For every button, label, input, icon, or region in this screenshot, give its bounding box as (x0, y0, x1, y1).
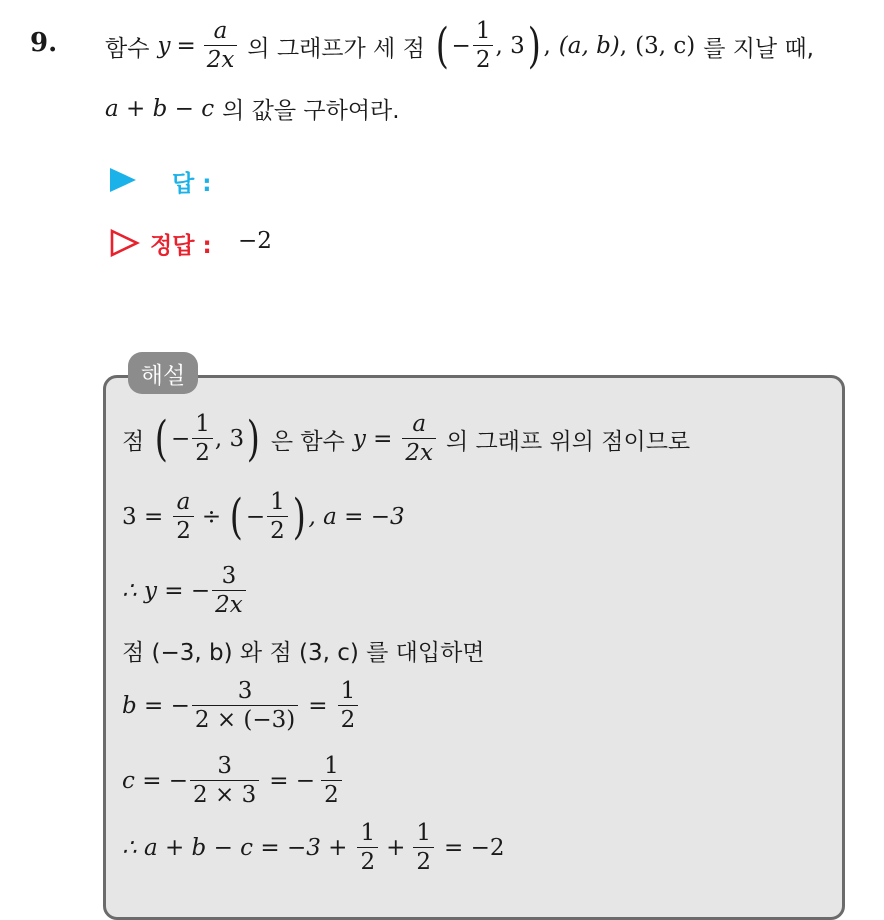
outline-arrow-icon (110, 229, 140, 257)
solution-line-3 (122, 565, 248, 617)
point-tail: , 3 (214, 426, 245, 452)
question-text-end: 를 지날 때, (703, 35, 814, 62)
point2: (a, b) (558, 33, 620, 59)
right-paren-icon: ) (246, 411, 261, 467)
fraction-numerator: 1 (324, 753, 339, 779)
question-line-1 (105, 20, 814, 72)
fraction-denominator: 2 (321, 780, 342, 807)
fraction-numerator: 1 (416, 820, 431, 846)
divide-operator: ÷ (201, 504, 222, 530)
fraction-numerator: 3 (237, 678, 253, 704)
solution-tag: 해설 (128, 352, 198, 394)
fraction-denominator: 2 (413, 847, 434, 874)
fraction-denominator: 2 (473, 45, 494, 72)
fraction-denominator: 2 (357, 847, 378, 874)
equation-lhs: c = − (122, 768, 189, 794)
fraction-denominator: 2 (267, 516, 288, 543)
question-var-y: y (157, 33, 171, 59)
point1-tail: , 3 (495, 33, 525, 59)
answer-label: 답 : (172, 171, 212, 197)
right-paren-icon: ) (527, 18, 541, 74)
point1-sign: − (451, 33, 471, 59)
question-word-function: 함수 (105, 35, 150, 62)
fraction (321, 755, 342, 807)
solution-line-4 (122, 634, 485, 667)
equation-result: = −2 (444, 835, 505, 861)
fraction-denominator: 2 (192, 438, 213, 465)
correct-answer-value: −2 (238, 228, 272, 254)
right-paren-icon: ) (292, 489, 306, 545)
left-paren-icon: ( (435, 18, 449, 74)
function-lhs: y = (352, 426, 393, 452)
fraction-numerator: 1 (270, 489, 285, 515)
fraction-numerator: 1 (475, 18, 491, 44)
fraction-denominator: 2 × 3 (190, 780, 259, 807)
equation-lhs: 3 = (122, 504, 164, 530)
left-paren-icon: ( (155, 411, 169, 467)
question-line-2 (105, 92, 400, 125)
fraction-numerator: a (412, 411, 427, 437)
fraction-denominator: 2 (173, 516, 194, 543)
equation-lhs: b = − (122, 693, 190, 719)
solution-text: 점 (122, 428, 145, 455)
solution-line-1 (122, 413, 690, 465)
question-fraction-a-over-2x (204, 20, 238, 72)
fraction-numerator: 1 (340, 678, 356, 704)
fraction-numerator: a (213, 18, 228, 44)
play-arrow-icon (110, 168, 136, 192)
minus-sign: − (170, 426, 191, 452)
fraction-numerator: 1 (195, 411, 210, 437)
question-number: 9. (30, 28, 58, 58)
fraction (173, 491, 194, 543)
fraction-denominator: 2x (402, 438, 436, 465)
equation-lhs: ∴ y = − (122, 578, 211, 604)
fraction (402, 413, 436, 465)
fraction-denominator: 2x (204, 45, 238, 72)
fraction-numerator: 3 (221, 563, 237, 589)
separator: , (619, 33, 628, 59)
fraction (192, 680, 298, 732)
fraction (413, 822, 434, 874)
solution-text: 의 그래프 위의 점이므로 (446, 428, 691, 455)
question-text-graph: 의 그래프가 세 점 (247, 35, 425, 62)
equals-sign: = (308, 693, 328, 719)
fraction-numerator: 3 (217, 753, 232, 779)
correct-answer-label: 정답 : (150, 233, 212, 259)
fraction (267, 491, 288, 543)
fraction (192, 413, 213, 465)
fraction-numerator: 1 (360, 820, 376, 846)
solution-line-2 (122, 491, 405, 543)
fraction (190, 755, 259, 807)
solution-line-5 (122, 680, 360, 732)
fraction-denominator: 2x (212, 590, 246, 617)
equals-sign: = − (269, 768, 316, 794)
fraction (212, 565, 246, 617)
fraction-denominator: 2 × (−3) (192, 705, 298, 732)
left-paren-icon: ( (229, 489, 244, 545)
fraction-numerator: a (176, 489, 191, 515)
question-text-find: 의 값을 구하여라. (222, 98, 400, 124)
solution-line-7 (122, 822, 505, 874)
separator: , (543, 33, 551, 59)
point1-fraction (473, 20, 494, 72)
question-equals: = (176, 33, 196, 59)
plus-sign: + (386, 835, 406, 861)
fraction (357, 822, 378, 874)
solution-text: 은 함수 (270, 428, 345, 455)
point3: (3, c) (635, 33, 696, 59)
solution-text: 점 (−3, b) 와 점 (3, c) 를 대입하면 (122, 640, 485, 666)
solution-line-6 (122, 755, 344, 807)
fraction-denominator: 2 (338, 705, 359, 732)
equation-tail: , a = −3 (308, 504, 405, 530)
equation-lhs: ∴ a + b − c = −3 + (122, 835, 348, 861)
question-expression: a + b − c (105, 95, 215, 122)
minus-sign: − (245, 504, 266, 530)
fraction (338, 680, 359, 732)
